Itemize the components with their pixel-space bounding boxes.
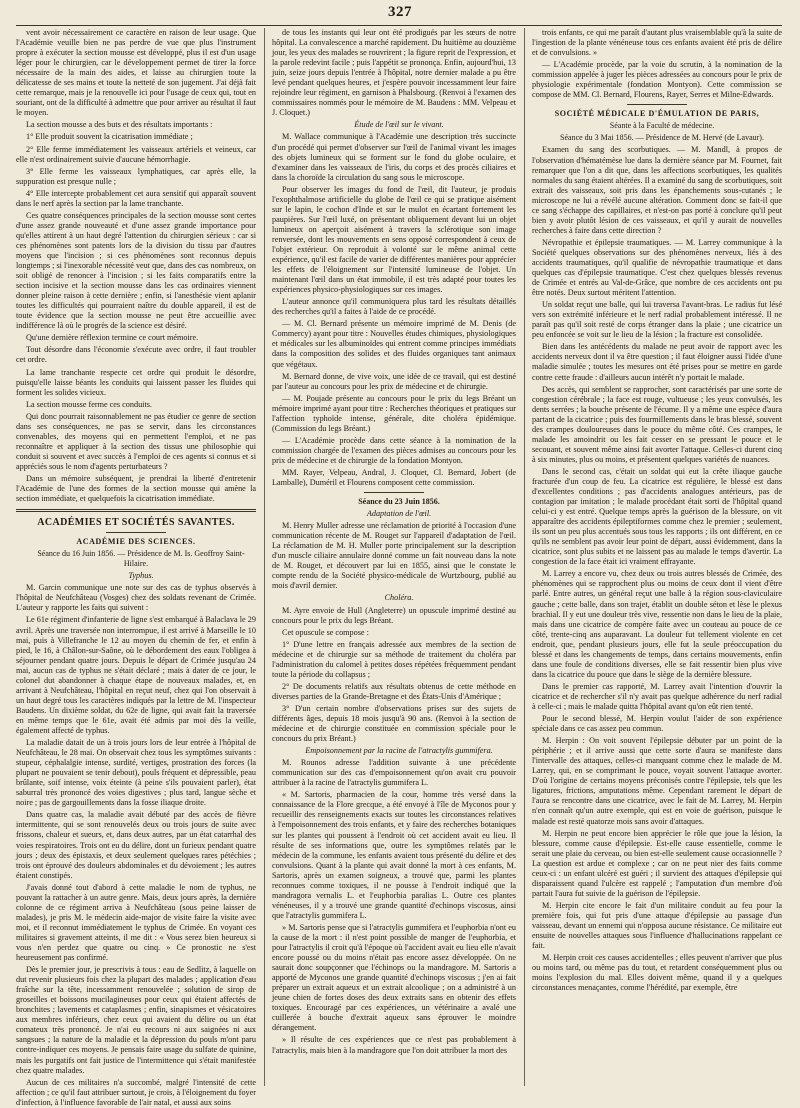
paragraph: M. Wallace communique à l'Académie une description très succincte d'un procédé qui permet d'observer sur l'œil de l'animal vivant les images des objets lumineux qui se forment sur le fond du globe oculaire, et d'examiner dans les vaisseaux de l'iris, du corps et des procès ciliaires et dans la choroïde la circulation du sang sous le microscope. (272, 132, 516, 182)
short-divider (627, 104, 687, 105)
meeting-line: Séance du 3 Mai 1856. — Présidence de M. Hervé (de Lavaur). (560, 133, 764, 143)
left-column (16, 28, 256, 1107)
paragraph: 2° De documents relatifs aux résultats obtenus de cette méthode en diverses parties de la Grande-Bretagne et des États-Unis d'Amérique ; (272, 681, 516, 701)
paragraph: 1° Elle produit souvent la cicatrisation immédiate ; (26, 132, 193, 142)
paragraph: de tous les instants qui leur ont été prodigués par les sœurs de notre hôpital. La convalescence a marché rapidement. Du huitième au douzième jour, les yeux des malades se rouvrirent ; la figure reprit de l'expression, et la parole redevint facile ; puis l'appétit se prononça. Enfin, aujourd'hui, 13 juin, seize jours depuis l'entrée à l'hôpital, notre dernier malade a pu être levé pendant quelques heures, et j'espère pouvoir incessamment leur faire rejoindre leur régiment, en garnison à Phalsbourg. (Renvoi à l'examen des commissaires nommés pour le mémoire de M. Baudens : MM. Velpeau et J. Cloquet.) (272, 28, 516, 118)
paragraph: Névropathie et épilepsie traumatiques. — M. Larrey communique à la Société quelques observations sur des phénomènes nerveux, liés à des accidents traumatiques, qu'il qualifie de névropathie traumatique et dans quelques cas d'épilepsie traumatique. C'est chez quelques blessés revenus de Crimée et entrés au Val-de-Grâce, que nombre de ces accidents ont pu être notés. Deux surtout méritent l'attention. (532, 237, 782, 298)
paragraph: Examen du sang des scorbutiques. — M. Mandl, à propos de l'observation d'hématémèse lue dans la dernière séance par M. Fournet, fait remarquer que l'on a dit que, dans les affections scorbutiques, les qualités normales du sang étaient altérées. Il a examiné du sang de scorbutiques, soit extrait des vaisseaux, soit pris dans les épanchements sous-cutanés ; le microscope ne lui a révélé aucune altération. Comment donc se fait-il que ce sang s'échappe des capillaires, et n'est-on pas porté à conclure qu'il peut bien y avoir plutôt lésion de ces vaisseaux, et qu'il y aurait de nouvelles recherches à faire dans cette direction ? (532, 145, 782, 235)
paragraph: Le 61e régiment d'infanterie de ligne s'est embarqué à Balaclava le 29 avril. Après une traversée non interrompue, il est arrivé à Marseille le 10 mai, puis à Villefranche le 12 au moyen du chemin de fer, et enfin à pied, le 16, à Châlon-sur-Saône, où le débordement des eaux l'obligea à séjourner pendant quatre jours. Depuis le départ de Crimée jusqu'au 24 mai, aucun cas de typhus ne s'était déclaré ; mais à dater de ce jour, le colonel dut abandonner à chaque étape de nouveaux malades, et, en arrivant à Neufchâteau, l'hôpital en reçut neuf, chez qui l'on observait à un haut degré tous les caractères indiqués par la lettre de M. l'inspecteur Baudens. Un dixième soldat, du 62e de ligne, qui avait fait la traversée en même temps que le 61e, avait été admis par moi dès la veille, également affecté de typhus. (16, 615, 256, 735)
topic-heading: Typhus. (128, 571, 154, 581)
short-divider (106, 532, 166, 533)
paragraph: Dans quatre cas, la maladie avait débuté par des accès de fièvre intermittente, qui se sont renouvelés deux ou trois jours de suite avec frissons, chaleur et sueurs, et, dans deux autres, par un état catarrhal des voies respiratoires. Trois ont eu du délire, dont un furieux pendant quatre jours ; deux des épistaxis, et deux seulement quelques rares pétéchies ; trois ont éprouvé des douleurs abdominales et du dévoiement ; les autres étaient constipés. (16, 810, 256, 880)
short-divider (364, 492, 424, 493)
paragraph: trois enfants, ce qui me paraît d'autant plus vraisemblable qu'à la suite de l'ingestion de la plante vénéneuse tous ces enfants avaient été pris de délire et de convulsions. » (532, 28, 782, 58)
middle-body-2 (272, 521, 516, 591)
right-body-before (532, 28, 782, 100)
paragraph: M. Herpin ne peut encore bien apprécier le rôle que joue la lésion, la blessure, comme cause d'épilepsie. Est-elle cause essentielle, comme le serait une plaie du cerveau, ou bien est-elle seulement cause occasionnelle ? La question est ardue et complexe ; car on ne peut nier des faits comme ceux-ci : un enfant ulcéré est guéri ; il survient des attaques d'épilepsie qui disparaissent quand l'ulcère est rappelé ; l'amputation d'un membre d'où partait l'aura fut suivie de la guérison de l'épilepsie. (532, 828, 782, 898)
paragraph: M. Ayre envoie de Hull (Angleterre) un opuscule imprimé destiné au concours pour le prix du legs Bréant. (272, 605, 516, 625)
paragraph: J'avais donné tout d'abord à cette maladie le nom de typhus, ne pouvant la rattacher à un autre genre. Mais, deux jours après, la dernière colonne de ce régiment arriva à Neufchâteau (sous peine laisser de malades), je pris M. le médecin aide-major de visite faire la visite avec moi, et il reconnut immédiatement le typhus de Crimée. En voyant ces militaires si gravement atteints, il me dit : « Vous serez bien heureux si vous n'en perdez que quatre ou cinq. » Ce pronostic ne s'est heureusement pas confirmé. (16, 882, 256, 963)
paragraph: M. Larrey a encore vu, chez deux ou trois autres blessés de Crimée, des phénomènes qui se rapprochent plus ou moins de ceux dont il vient d'être parlé. Entre autres, un général reçut une balle à la région sous-claviculaire gauche ; cette balle, dans son trajet, établit un double séton et lèse le plexus brachial. Il y eut une douleur très vive, ressentie non dans le lieu de la plaie, mais dans une cicatrice de compère faite avec un couteau au pouce de ce côté, trente-cinq ans auparavant. La douleur fut tellement violente en cet endroit, que, pendant plusieurs jours, elle fut la seule préoccupation du blessé et dans les changements de temps, dans certains mouvements, enfin dans une foule de conditions diverses, elle se fait ressentir bien plus vive dans la cicatrice du pouce que dans le siège de la dernière blessure. (532, 569, 782, 679)
paragraph: M. Herpin : On voit souvent l'épilepsie débuter par un point de la périphérie ; et il arrive aussi que cette sorte d'aura se manifeste dans l'intervalle des attaques, celles-ci manquant comme chez le malade de M. Larrey, qui, en se comprimant le pouce, voyait souvent l'attaque avorter. D'où l'origine de certains moyens préconisés contre l'épilepsie, tels que les ligatures, frictions, amputations même. Cependant rarement le départ de l'aura se rencontre dans une cicatrice, avec le fait de M. Larrey, M. Herpin n'en connaît qu'un autre exemple, qui est en voie de guérison, puisque le malade est resté quatorze mois sans avoir d'attaques. (532, 736, 782, 826)
paragraph: Des accès, qui semblent se rapprocher, sont caractérisés par une sorte de congestion cérébrale ; la face est rouge, vultueuse ; les yeux convulsés, les dents serrées ; la bouche présente de l'écume. Il y a même une espèce d'aura partant de la cicatrice ; puis des fourmillements dans le bras blessé, souvent des crampes douloureuses dans le pouce du même côté. Ces crampes, le malade les amoindrit ou les fait cesser en se pressant le pouce et le secouant, et souvent même ainsi fait avorter l'attaque. Celles-ci durent cinq à six minutes, plus ou moins, et présentent quelques variétés de nuances. (532, 384, 782, 464)
paragraph: La lame tranchante respecte cet ordre qui produit le désordre, puisqu'elle laisse béants les conduits qui laissent passer les fluides qui forment les solides vicieux. (16, 367, 256, 397)
paragraph: La section mousse ferme ces conduits. (26, 399, 152, 409)
paragraph: » Il résulte de ces expériences que ce n'est pas probablement à l'atractylis, mais bien à la mandragore que l'on doit attribuer la mort des (272, 1035, 516, 1055)
paragraph: M. Herpin cite encore le fait d'un militaire conduit au feu pour la première fois, qui fut pris d'une attaque d'épilepsie au passage d'un vaisseau, devant un ennemi qui n'opposa aucune résistance. Ce militaire eut ensuite de nouvelles attaques sous l'influence d'hallucinations rappelant ce fait. (532, 900, 782, 951)
paragraph: — M. Poujade présente au concours pour le prix du legs Bréant un mémoire imprimé ayant pour titre : Recherches théoriques et pratiques sur l'affection typhoïde intense, générale, dite choléra épidémique. (Commission du legs Bréant.) (272, 393, 516, 433)
topic-heading: Étude de l'œil sur le vivant. (354, 120, 444, 130)
paragraph: Pour observer les images du fond de l'œil, dit l'auteur, je produis l'exophthalmose artificielle du globe de l'œil ce qui se pratique aisément sur le lapin, le cochon d'Inde et sur le mulot en écartant fortement les paupières. Sur l'œil luxé, on présentant obliquement devant lui un objet lumineux on aperçoit aisément à travers la sclérotique son image renversée, dont les mouvements en sens opposé correspondent à ceux de l'objet extérieur. On reproduit à volonté sur le même animal cette expérience, qu'il est facile de varier de différentes manières pour apprécier les effets de l'éloignement sur l'intensité lumineuse de l'objet. Un maintenant l'œil dans un état immobile, il est très adapté pour toutes les expériences physico-physiologiques sur ces images. (272, 184, 516, 295)
topic-heading: Choléra. (384, 593, 414, 603)
paragraph: M. Henry Muller adresse une réclamation de priorité à l'occasion d'une communication récente de M. Rouget sur l'appareil d'adaptation de l'œil. La réclamation de M. H. Muller porte principalement sur la description d'un muscle ciliaire annulaire donné comme un fait nouveau dans la note de M. Rouget, et découvert par lui en 1855, ainsi que le constate le compte rendu de la Société physico-médicale de Wurtzbourg, publié au mois d'avril dernier. (272, 521, 516, 591)
page-number: 327 (388, 4, 412, 20)
paragraph: Qu'une dernière réflexion termine ce court mémoire. (26, 333, 199, 343)
paragraph: L'auteur annonce qu'il communiquera plus tard les résultats détaillés des recherches qu'il a faites à l'aide de ce procédé. (272, 297, 516, 317)
paragraph: Bien dans les antécédents du malade ne peut avoir de rapport avec les accidents nerveux dont il va être question ; il faut éloigner aussi l'idée d'une maladie simulée ; toutes les mesures ont été prises pour se mettre en garde contre cette fraude : d'ailleurs aucun intérêt n'y portait le malade. (532, 342, 782, 382)
header-rule (16, 25, 782, 26)
section-subtitle: Séante à la Faculté de médecine. (609, 121, 715, 131)
paragraph: 1° D'une lettre en français adressée aux membres de la section de médecine et de chirurgie sur sa méthode de traitement du choléra par l'administration du calomel à petites doses répétées fréquemment pendant toute la période du collapsus ; (272, 639, 516, 679)
paragraph: La maladie datait de un à trois jours lors de leur entrée à l'hôpital de Neufchâteau, le 28 mai. On observait chez tous les symptômes suivants : stupeur, céphalalgie intense, surdité, vertiges, prostration des forces (la plupart ne pouvaient se tenir debout), pouls fréquent et dépressible, peau brûlante, soif intense, voix éteinte (à peine s'ils pouvaient parler), état saburral très prononcé des voies digestives ; plus tard, langue sèche et noire ; pas de gargouillements dans la fosse iliaque droite. (16, 738, 256, 808)
topic-heading: Empoisonnement par la racine de l'atractylis gummifera. (305, 746, 493, 756)
left-intro (16, 28, 256, 504)
topic-heading: Adaptation de l'œil. (366, 509, 432, 519)
paragraph: Qui donc pourrait raisonnablement ne pas étudier ce genre de section dans ses conséquences, ne pas se servir, dans les circonstances convenables, des moyens qui en permettent l'emploi, et ne pas reconnaître et appliquer à la section des tissus une philosophie qui conduit si souvent et avec succès à l'emploi de ces agents si connus et si appréciés sous le nom d'agents perturbateurs ? (16, 411, 256, 471)
left-body (16, 583, 256, 1107)
paragraph: Un soldat reçut une balle, qui lui traversa l'avant-bras. Le radius fut lésé vers son extrémité inférieure et le nerf radial probablement intéressé. Il ne paraît pas qu'il soit resté de corps étranger dans la plaie ; une cicatrice un peu enfoncée se voit sur le lieu de la lésion ; la fracture est consolidée. (532, 300, 782, 340)
paragraph: 2° Elle ferme immédiatement les vaisseaux artériels et veineux, car elle n'est ordinairement suivie d'aucune hémorrhagie. (16, 144, 256, 164)
paragraph: M. Bernard donne, de vive voix, une idée de ce travail, qui est destiné par l'auteur au concours pour les prix de médecine et de chirurgie. (272, 371, 516, 391)
paragraph: Ces quatre conséquences principales de la section mousse sont certes d'une assez grande nouveauté et d'une assez grande importance pour qu'elles attirent à un haut degré l'attention du chirurgien sérieux : car si ces phénomènes sont patents lors de la division du tissu par d'autres moyens que l'incision ; si ces phénomènes sont reconnus depuis longtemps ; si l'inexorable nécessité veut que, dans des cas nombreux, on soit obligé de renoncer à l'incision ; si les faits comparatifs entre la section incisive et la section mousse dans les cas ordinaires viennent donner pleine raison à cette dernière ; enfin, si l'anesthésie vient aplanir toutes les difficultés qui pourraient naître du double appareil, il est de toute évidence que la section mousse ne peut être accueillie avec indifférence là où le progrès de la science est désiré. (16, 210, 256, 331)
paragraph: M. Rounos adresse l'addition suivante à une précédente communication sur des cas d'empoisonnement qu'on avait cru pouvoir attribuer à la racine de l'atractylis gummifera L. (272, 758, 516, 788)
paragraph: vent avoir nécessairement ce caractère en raison de leur usage. Que l'Académie veuille bien ne pas perdre de vue que plus l'instrument propre à exécuter la section mousse est développé, plus il est d'un usage léger pour le chirurgien, car le développement permet de tirer la force nécessaire de la main des aides, et laisse au chirurgien toute la délicatesse de ses mains et toute la netteté de son jugement. J'ai déjà fait cette remarque, mais je la renouvelle ici pour l'usage de ceux qui, tout en souriant, ont de la difficulté à admettre que pour arriver au résultat il faut le moyen. (16, 28, 256, 118)
paragraph: « M. Sartoris, pharmacien de la cour, homme très versé dans la connaissance de la Flore grecque, a été envoyé à l'île de Myconos pour y recueillir des renseignements exacts sur toutes les circonstances relatives à l'empoisonnement des trois enfants, et y faire des recherches botaniques sur les plantes qui poussent à l'endroit où cet accident avait eu lieu. Il résulte de ses informations que, outre les symptômes relatés par le médecin de la commune, les enfants avaient tous présenté du délire et des convulsions. Quant à la plante qui avait donné la mort à ces enfants, M. Sartoris, après un examen soigneux, a trouvé que, parmi les plantes reconnues comme toxiques, il ne pousse à l'endroit indiqué que la mandragora vernalis L. et l'euphorbia paralias L. Outre ces plantes vénéneuses, il y a trouvé une grande quantité d'echinops viscosus, ainsi que l'atractylis gummifera L. (272, 790, 516, 920)
right-body-1 (532, 145, 782, 993)
middle-body-before (272, 28, 516, 118)
paragraph: Dans le premier cas rapporté, M. Larrey avait l'intention d'ouvrir la cicatrice et de rechercher s'il n'y avait pas quelque adhérence du nerf radial à celle-ci ; mais le malade quitta l'hôpital avant qu'on eût rien tenté. (532, 681, 782, 711)
section-title: SOCIÉTÉ MÉDICALE D'ÉMULATION DE PARIS, (554, 109, 760, 119)
middle-column (272, 28, 516, 1086)
middle-body-4 (272, 758, 516, 1055)
paragraph: 3° D'un certain nombre d'observations prises sur des sujets de différents âges, depuis 18 mois jusqu'à 90 ans. (Renvoi à la section de médecine et de chirurgie constituée en commission spéciale pour le concours du prix Bréant.) (272, 703, 516, 744)
paragraph: 4° Elle intercepte probablement cet aura sensitif qui apparaît souvent dans le nerf après la section par la lame tranchante. (16, 188, 256, 208)
meeting-line: Séance du 23 Juin 1856. (358, 497, 440, 507)
paragraph: — L'Académie procède dans cette séance à la nomination de la commission chargée de l'examen des pièces admises au concours pour les prix de médecine et de chirurgie de la fondation Montyon. (272, 435, 516, 465)
paragraph: Dans le second cas, c'était un soldat qui eut la crête iliaque gauche fracturée d'un coup de feu. La cicatrice est régulière, le blessé est dans d'excellentes conditions ; pas d'accidents analogues antérieurs, pas de contagion par imitation ; le malade procédant était sorti de l'hôpital quand celui-ci y est entré. Quelque temps après la guérison de la blessure, on vit apparaître des accidents épileptiformes comme chez le premier ; seulement, ils sont un peu plus accentués sous tous les rapports ; ils ont différent, en ce qu'ils ne semblent pas avoir leur point de départ, aussi évidemment, dans la cicatrice, sont plus subits et ne laissent pas au malade le temps d'avertir. La congestion de la face était ici vraiment effrayante. (532, 466, 782, 567)
paragraph: M. Herpin croit ces causes accidentelles ; elles peuvent n'arriver que plus ou moins tard, ou même pas du tout, et retardent conséquemment plus ou moins l'explosion du mal. Elles doivent même, quand il y a quelques circonstances menaçantes, comme l'hérédité, par exemple, être (532, 953, 782, 993)
paragraph: Pour le second blessé, M. Herpin voulut l'aider de son expérience spéciale dans ce cas assez peu commun. (532, 714, 782, 734)
paragraph: La section mousse a des buts et des résultats importants : (26, 120, 213, 130)
column-divider (264, 28, 265, 1086)
paragraph: Dans un mémoire subséquent, je prendrai la liberté d'entretenir l'Académie de l'une des formes de la section mousse qui amène la section immédiate, et quelquefois la cicatrisation immédiate. (16, 473, 256, 504)
paragraph: — L'Académie procède, par la voie du scrutin, à la nomination de la commission appelée à juger les pièces adressées au concours pour le prix de physiologie expérimentale (fondation Montyon). Cette commission se compose de MM. Cl. Bernard, Flourens, Rayer, Serres et Milne-Edwards. (532, 60, 782, 100)
meeting-line: Séance du 16 Juin 1856. — Présidence de M. Is. Geoffroy Saint-Hilaire. (37, 549, 245, 569)
paragraph: Dès le premier jour, je prescrivis à tous : eau de Sedlitz, à laquelle on dut revenir plusieurs fois chez la plupart des malades ; application d'eau fraîche sur la tête, incessamment renouvelée ; solution de sirop de groseilles et boissons mucilagineuses pour ceux qui étaient affectés de bronchites ; lavements et cataplasmes ; enfin, sinapismes et vésicatoires aux membres inférieurs, chez ceux qui avaient du délire ou un état comateux très prononcé. Je n'ai eu recours ni aux saignées ni aux sangsues ; la nature de la maladie et la dépression du pouls m'ont paru contre-indiquer ces moyens. Je pensais faire usage du sulfate de quinine, mais les purgatifs ont fait justice de l'intermittence qui s'était manifestée chez quatre malades. (16, 965, 256, 1075)
paragraph: » M. Sartoris pense que si l'atractylis gummifera et l'euphorbia n'ont eu la cause de la mort : il n'est point possible de manger de l'euphorbia, et pour l'atractylis il croit qu'à l'époque où l'accident avait eu lieu elle n'avait encore poussé ou du moins n'était pas encore assez développée. On ne saurait donc soupçonner que l'échinops ou la mandragore. M. Sartoris a apporté de Myconos une grande quantité d'echinops viscosus ; j'en ai fait préparer un extrait aqueux et un extrait alcoolique ; on a administré à un jeune chien de fortes doses des deux extraits sans en obtenir des effets toxiques. Encouragé par ces expériences, un vétérinaire a avalé une cuillerée à bouche d'extrait aqueux sans éprouver le moindre dérangement. (272, 922, 516, 1033)
column-divider (524, 28, 525, 1086)
paragraph: M. Garcin communique une note sur des cas de typhus observés à l'hôpital de Neufchâteau (Vosges) chez des soldats revenant de Crimée. L'auteur y rapporte les faits qui suivent : (16, 583, 256, 613)
paragraph: — M. Cl. Bernard présente un mémoire imprimé de M. Denis (de Commercy) ayant pour titre : Nouvelles études chimiques, physiologiques et médicales sur les albuminoïdes qui entrent comme principes immédiats dans la composition des solides et des fluides organiques tant animaux que végétaux. (272, 319, 516, 369)
middle-body-3 (272, 606, 516, 745)
paragraph: 3° Elle ferme les vaisseaux lymphatiques, car après elle, la suppuration est presque nulle ; (16, 166, 256, 186)
paragraph: Aucun de ces militaires n'a succombé, malgré l'intensité de cette affection ; ce qu'il faut attribuer surtout, je crois, à l'éloignement du foyer d'infection, à l'influence favorable de l'air natal, et aussi aux soins (16, 1077, 256, 1107)
middle-body-1 (272, 132, 516, 488)
subsection-title: ACADÉMIE DES SCIENCES. (76, 537, 196, 547)
paragraph: MM. Rayer, Velpeau, Andral, J. Cloquet, Cl. Bernard, Jobert (de Lamballe), Duméril et Flourens composent cette commission. (272, 467, 516, 488)
paragraph: Cet opuscule se compose : (282, 627, 369, 637)
section-title: ACADÉMIES ET SOCIÉTÉS SAVANTES. (37, 517, 235, 529)
section-divider (16, 509, 256, 512)
right-column (532, 28, 782, 1086)
paragraph: Tout désordre dans l'économie s'exécute avec ordre, il faut troubler cet ordre. (16, 345, 256, 365)
